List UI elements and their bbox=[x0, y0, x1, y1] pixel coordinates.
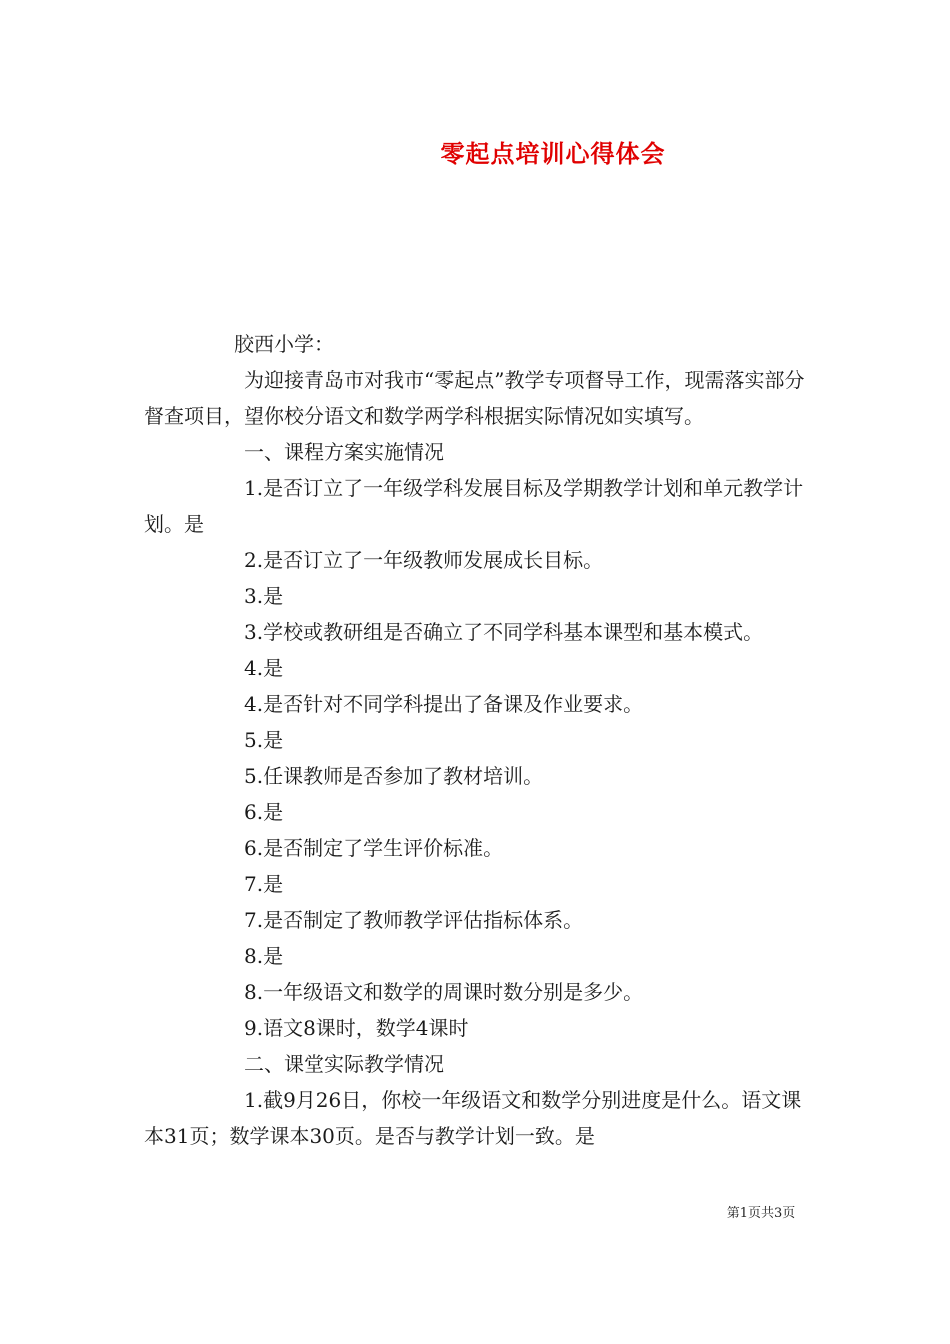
paragraph: 4.是否针对不同学科提出了备课及作业要求。 bbox=[244, 692, 644, 716]
section-heading: 一、课程方案实施情况 bbox=[244, 440, 444, 464]
salutation: 胶西小学： bbox=[234, 332, 334, 356]
paragraph: 7.是 bbox=[244, 872, 284, 896]
page-footer: 第1页共3页 bbox=[726, 1206, 796, 1221]
paragraph: 8.一年级语文和数学的周课时数分别是多少。 bbox=[244, 980, 644, 1004]
paragraph: 5.任课教师是否参加了教材培训。 bbox=[244, 764, 544, 788]
paragraph: 3.学校或教研组是否确立了不同学科基本课型和基本模式。 bbox=[244, 620, 764, 644]
paragraph: 1.是否订立了一年级学科发展目标及学期教学计划和单元教学计划。是 bbox=[144, 476, 804, 536]
paragraph: 4.是 bbox=[244, 656, 284, 680]
document-body bbox=[144, 326, 816, 1154]
paragraph: 8.是 bbox=[244, 944, 284, 968]
paragraph: 1.截9月26日，你校一年级语文和数学分别进度是什么。语文课本31页；数学课本30页。是否与教学计划一致。是 bbox=[144, 1088, 802, 1148]
paragraph: 6.是 bbox=[244, 800, 284, 824]
paragraph: 9.语文8课时，数学4课时 bbox=[244, 1016, 469, 1040]
document-title: 零起点培训心得体会 bbox=[440, 139, 666, 168]
paragraph: 3.是 bbox=[244, 584, 284, 608]
paragraph: 5.是 bbox=[244, 728, 284, 752]
paragraph: 6.是否制定了学生评价标准。 bbox=[244, 836, 504, 860]
paragraph: 7.是否制定了教师教学评估指标体系。 bbox=[244, 908, 584, 932]
paragraph: 2.是否订立了一年级教师发展成长目标。 bbox=[244, 548, 604, 572]
paragraph: 为迎接青岛市对我市“零起点”教学专项督导工作，现需落实部分督查项目，望你校分语文和数学两学科根据实际情况如实填写。 bbox=[144, 368, 805, 428]
section-heading: 二、课堂实际教学情况 bbox=[244, 1052, 444, 1076]
